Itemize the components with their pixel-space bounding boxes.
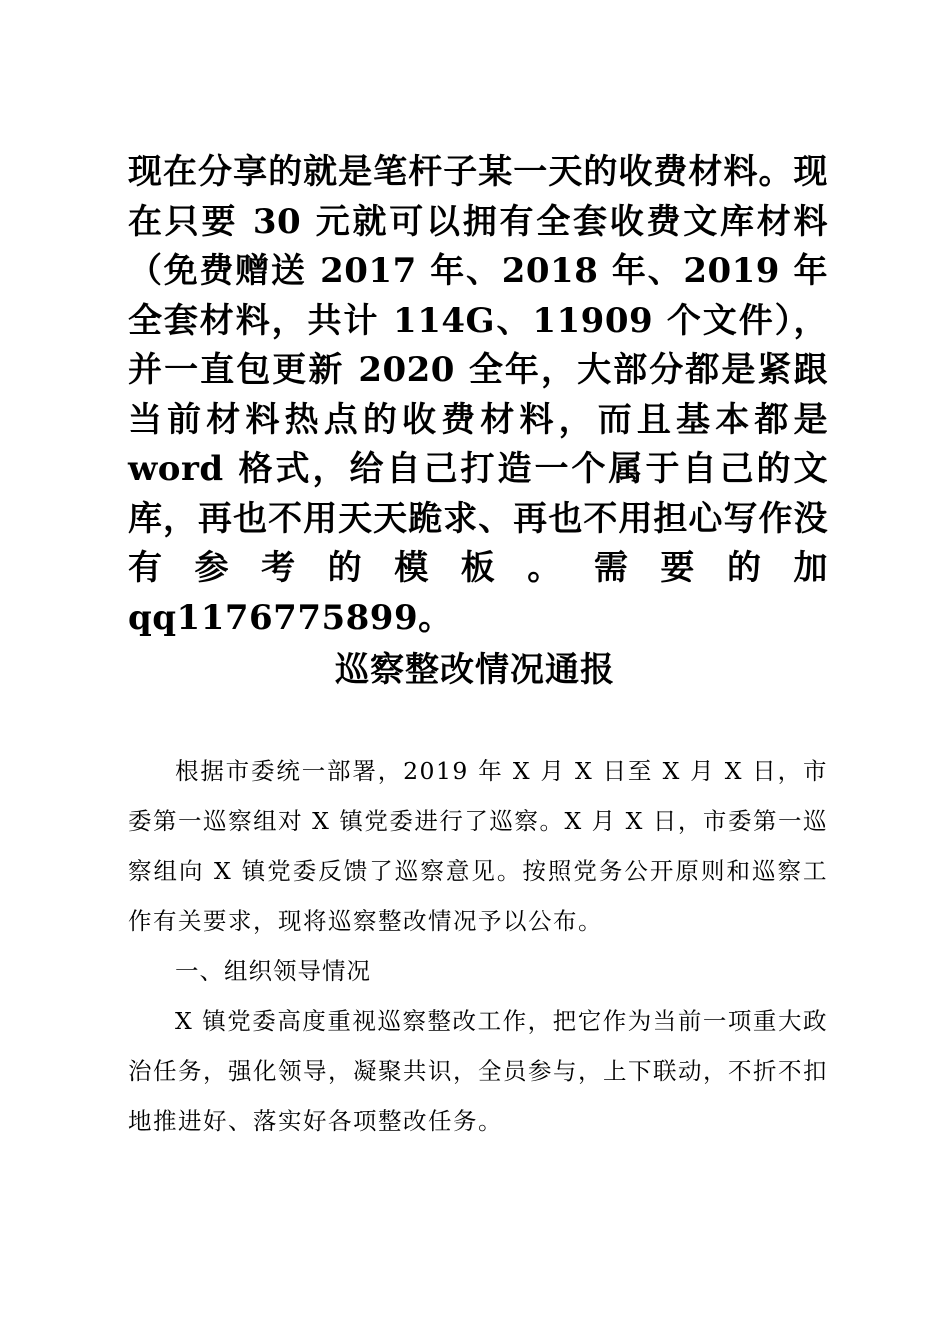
- document-title: 巡察整改情况通报: [335, 650, 615, 690]
- section-paragraph: X 镇党委高度重视巡察整改工作，把它作为当前一项重大政治任务，强化领导，凝聚共识，全员参与，上下联动，不折不扣地推进好、落实好各项整改任务。: [128, 1007, 828, 1135]
- promo-paragraph: 现在分享的就是笔杆子某一天的收费材料。现在只要 30 元就可以拥有全套收费文库材料（免费赠送 2017 年、2018 年、2019 年全套材料，共计 114G、11909 个文件），并一直包更新 2020 全年，大部分都是紧跟当前材料热点的收费材料，而且基本都是 word 格式，给自己打造一个属于自己的文库，再也不用天天跪求、再也不用担心写作没有参考的模板。需要的加 qq1176775899。: [128, 152, 828, 638]
- section-heading: 一、组织领导情况: [175, 957, 371, 985]
- intro-paragraph: 根据市委统一部署，2019 年 X 月 X 日至 X 月 X 日，市委第一巡察组对 X 镇党委进行了巡察。X 月 X 日，市委第一巡察组向 X 镇党委反馈了巡察意见。按照党务公开原则和巡察工作有关要求，现将巡察整改情况予以公布。: [128, 757, 828, 935]
